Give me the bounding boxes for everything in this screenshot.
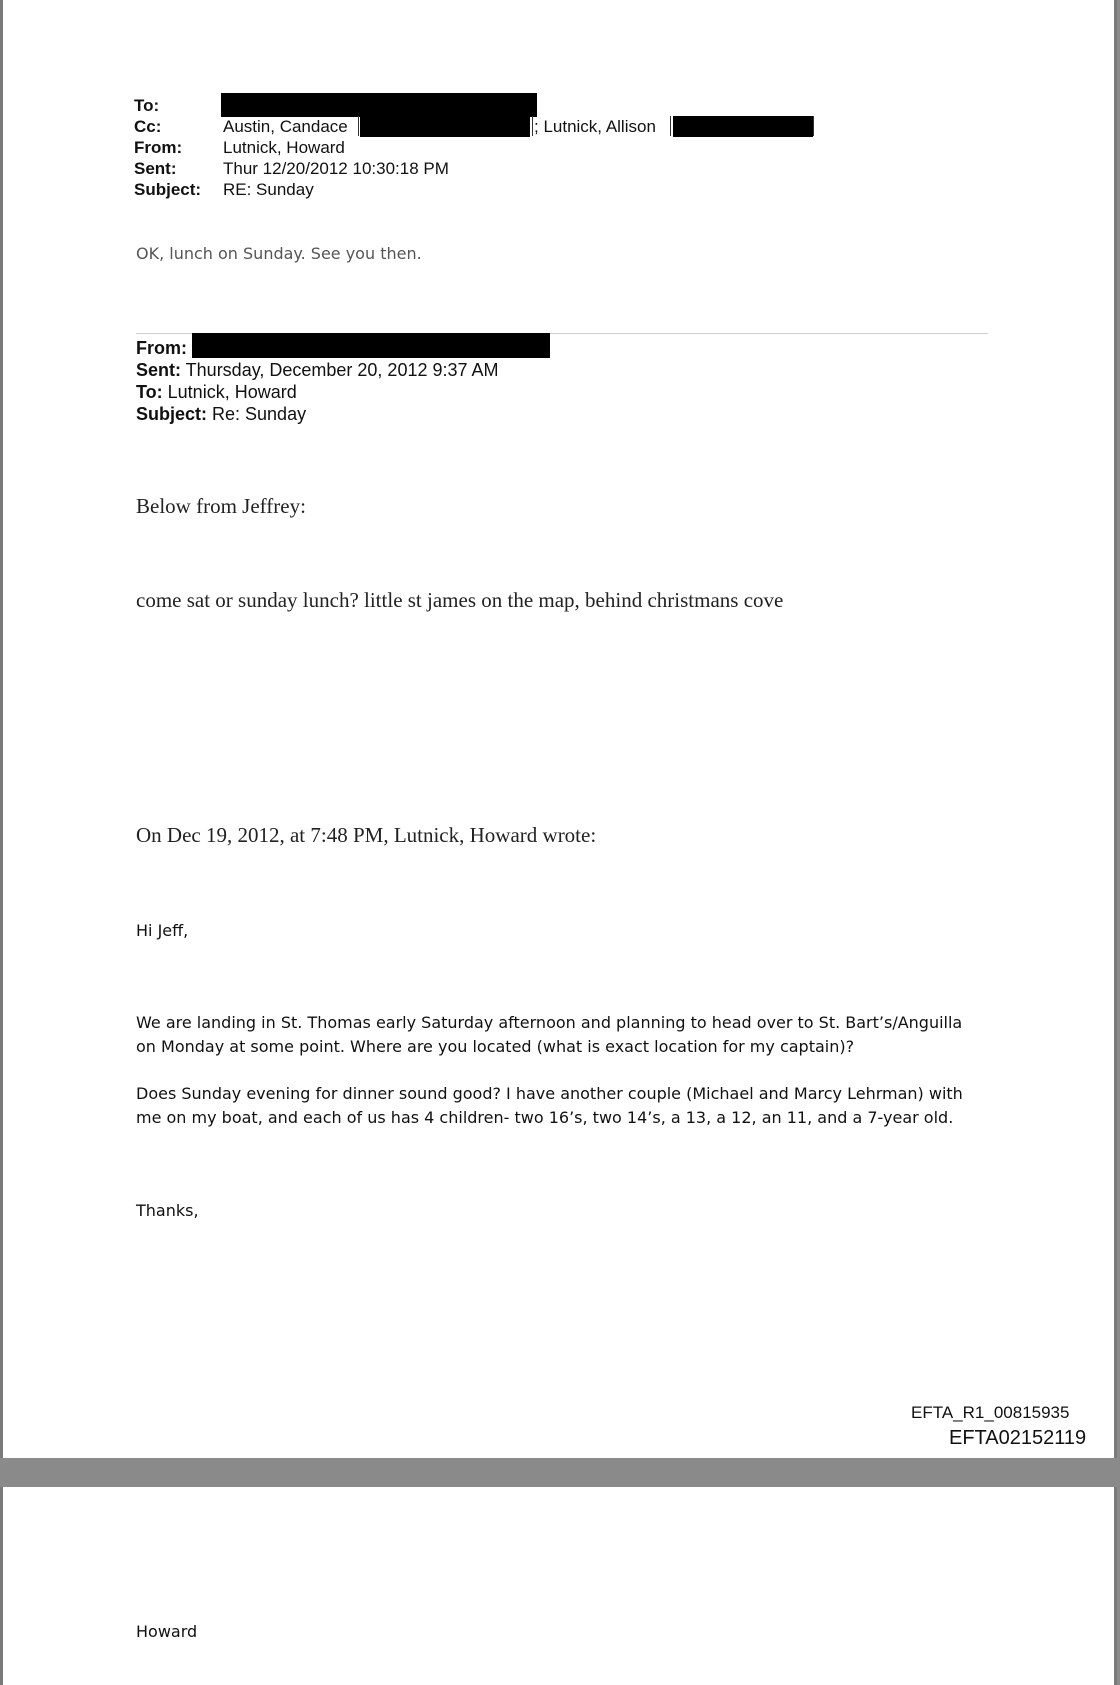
document-page-2 [0, 1487, 1117, 1685]
redaction-bracket [813, 116, 814, 136]
fwd-to-line: To: Lutnick, Howard [136, 382, 297, 402]
jeffrey-message: come sat or sunday lunch? little st james on the map, behind christmans cove [136, 588, 784, 612]
redaction-bracket [532, 116, 533, 136]
cc-label: Cc: [134, 117, 162, 136]
below-from-text: Below from Jeffrey: [136, 494, 306, 518]
reply-text: OK, lunch on Sunday. See you then. [136, 244, 422, 263]
subject-label: Subject: [134, 180, 202, 199]
to-label: To: [134, 96, 160, 115]
from-label: From: [134, 138, 183, 157]
redaction-to [221, 93, 537, 117]
paragraph2-line1: Does Sunday evening for dinner sound good? I have another couple (Michael and Marcy Lehrman) with [136, 1084, 963, 1103]
sent-label: Sent: [134, 159, 177, 178]
redaction-fwd-from [192, 333, 550, 358]
redaction-cc-1 [360, 116, 530, 137]
bates-stamp-2: EFTA02152119 [949, 1427, 1087, 1449]
paragraph1-line2: on Monday at some point. Where are you located (what is exact location for my captain)? [136, 1037, 855, 1056]
from-value: Lutnick, Howard [223, 138, 345, 157]
cc-name-1: Austin, Candace [223, 117, 348, 136]
fwd-from-line: From: [136, 338, 187, 358]
greeting: Hi Jeff, [136, 921, 189, 940]
closing: Thanks, [136, 1201, 199, 1220]
redaction-bracket [670, 116, 671, 136]
quote-intro: On Dec 19, 2012, at 7:48 PM, Lutnick, Howard wrote: [136, 823, 597, 847]
redaction-bracket [358, 116, 359, 136]
subject-value: RE: Sunday [223, 180, 314, 199]
paragraph1-line1: We are landing in St. Thomas early Saturday afternoon and planning to head over to St. Bart’s/Anguilla [136, 1013, 963, 1032]
cc-name-2: ; Lutnick, Allison [534, 117, 656, 136]
redaction-cc-2 [673, 116, 813, 137]
fwd-sent-line: Sent: Thursday, December 20, 2012 9:37 AM [136, 360, 499, 380]
bates-stamp-1: EFTA_R1_00815935 [911, 1403, 1070, 1422]
paragraph2-line2: me on my boat, and each of us has 4 children- two 16’s, two 14’s, a 13, a 12, an 11, and a 7-year old. [136, 1108, 954, 1127]
fwd-subject-line: Subject: Re: Sunday [136, 404, 307, 424]
signature: Howard [136, 1622, 198, 1641]
sent-value: Thur 12/20/2012 10:30:18 PM [223, 159, 449, 178]
